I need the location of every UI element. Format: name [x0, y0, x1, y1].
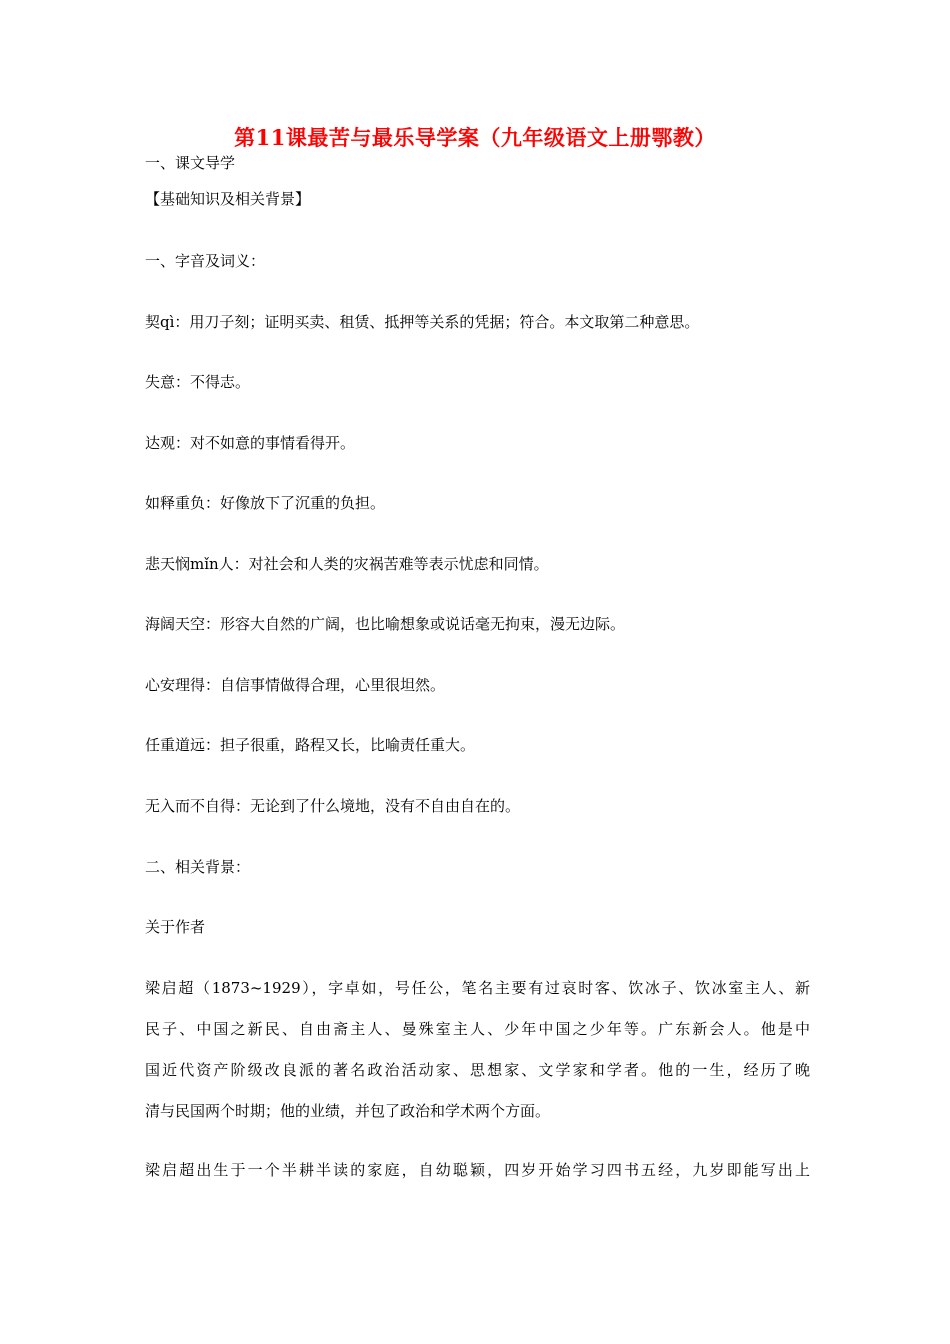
author-early-life-paragraph [145, 1160, 810, 1201]
paragraph-line: 梁启超出生于一个半耕半读的家庭，自幼聪颖，四岁开始学习四书五经，九岁即能写出上 [145, 1161, 810, 1179]
paragraph-line: 梁启超（1873~1929），字卓如，号任公，笔名主要有过哀时客、饮冰子、饮冰室主人、新 [145, 979, 810, 997]
section-heading-course-guide: 一、课文导学 [145, 154, 236, 172]
subheading-basic-knowledge: 【基础知识及相关背景】 [145, 190, 311, 208]
section-heading-background: 二、相关背景： [145, 858, 251, 876]
author-bio-paragraph [145, 978, 810, 1142]
vocab-entry: 任重道远：担子很重，路程又长，比喻责任重大。 [145, 736, 476, 754]
subheading-about-author: 关于作者 [145, 918, 206, 936]
paragraph-line: 民子、中国之新民、自由斋主人、曼殊室主人、少年中国之少年等。广东新会人。他是中 [145, 1020, 810, 1038]
vocab-entry: 达观：对不如意的事情看得开。 [145, 434, 356, 452]
document-title: 第11课最苦与最乐导学案（九年级语文上册鄂教） [234, 125, 716, 150]
vocab-entry: 海阔天空：形容大自然的广阔，也比喻想象或说话毫无拘束，漫无边际。 [145, 615, 626, 633]
paragraph-line: 国近代资产阶级改良派的著名政治活动家、思想家、文学家和学者。他的一生，经历了晚 [145, 1061, 810, 1079]
vocab-entry: 失意：不得志。 [145, 373, 251, 391]
vocab-entry: 无入而不自得：无论到了什么境地，没有不自由自在的。 [145, 797, 521, 815]
section-heading-pronunciation: 一、字音及词义： [145, 252, 266, 270]
paragraph-line: 清与民国两个时期；他的业绩，并包了政治和学术两个方面。 [145, 1102, 551, 1120]
vocab-entry: 契qì：用刀子刻；证明买卖、租赁、抵押等关系的凭据；符合。本文取第二种意思。 [145, 313, 700, 331]
vocab-entry: 心安理得：自信事情做得合理，心里很坦然。 [145, 676, 446, 694]
vocab-entry: 悲天悯mǐn人：对社会和人类的灾祸苦难等表示忧虑和同情。 [145, 555, 549, 573]
vocab-entry: 如释重负：好像放下了沉重的负担。 [145, 494, 386, 512]
